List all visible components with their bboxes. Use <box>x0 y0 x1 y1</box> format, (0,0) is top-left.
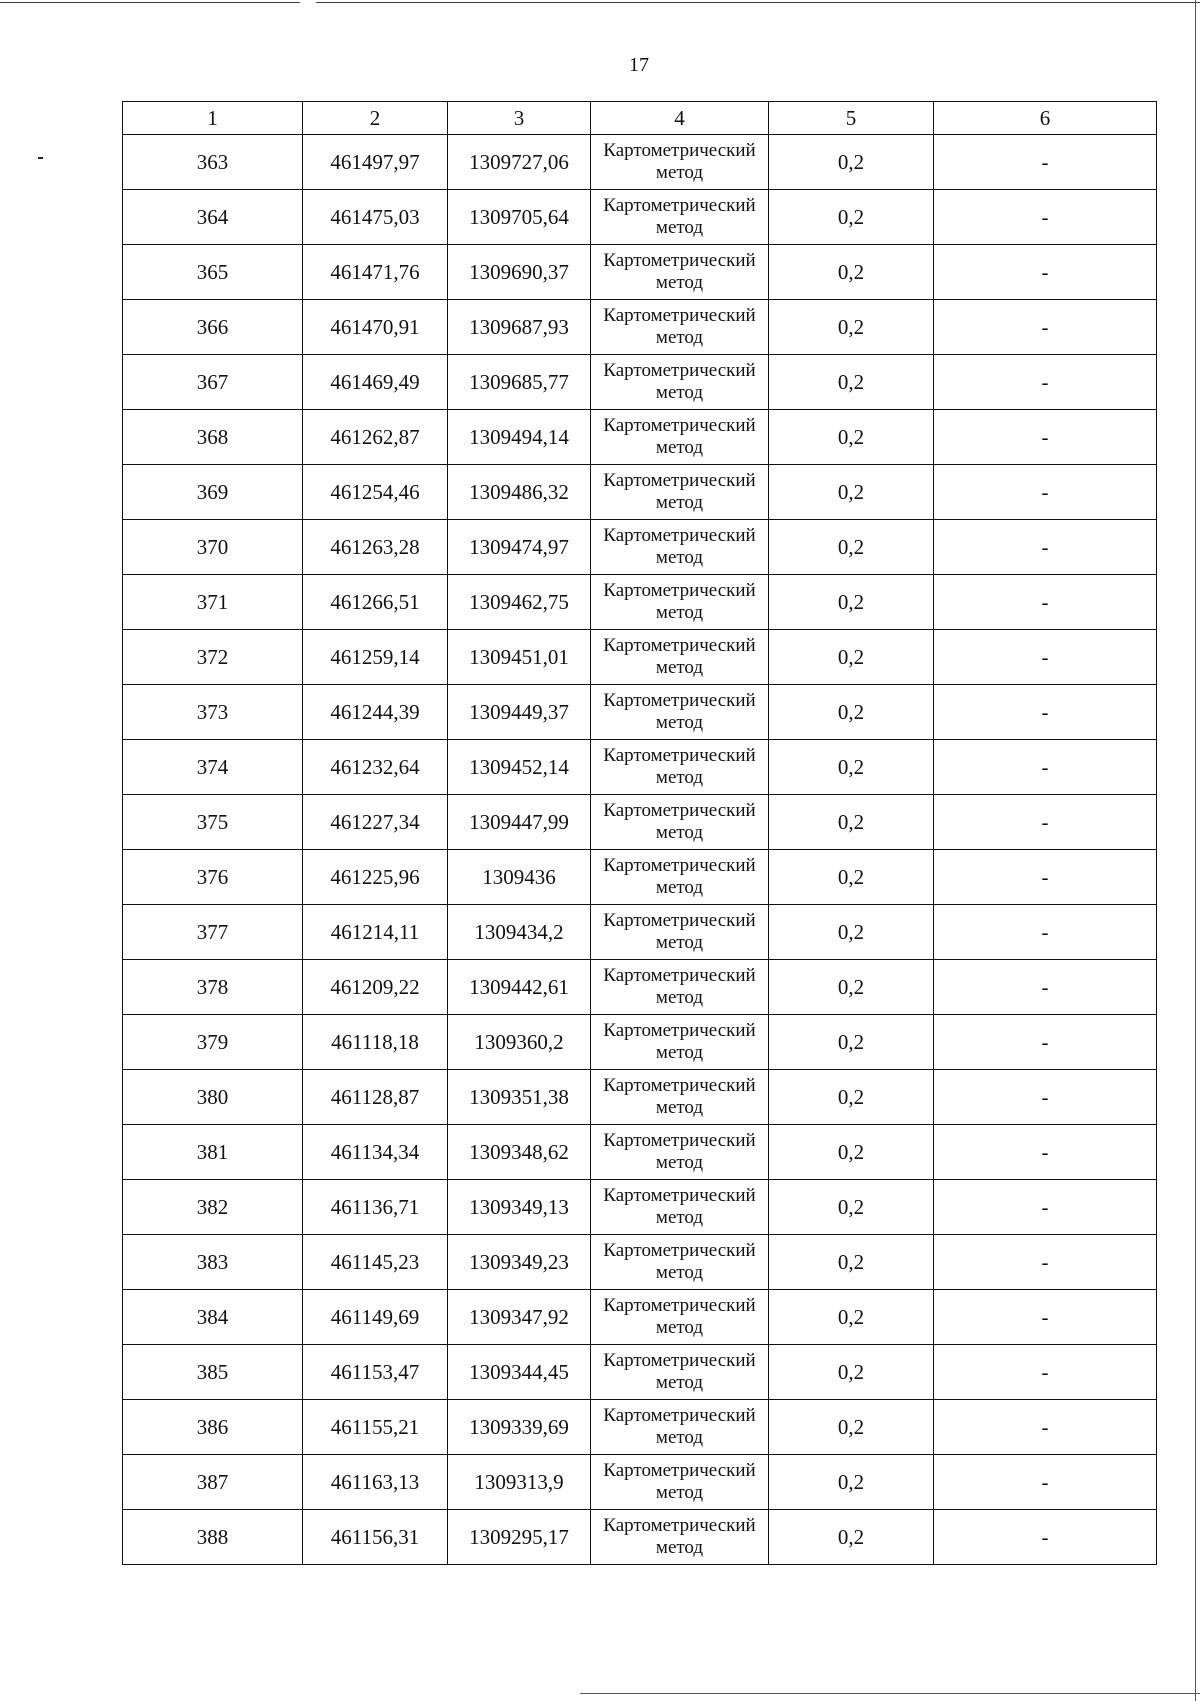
note-cell: - <box>934 685 1157 740</box>
method-text-line2: метод <box>655 1042 704 1063</box>
note-cell: - <box>934 1070 1157 1125</box>
note-cell: - <box>934 630 1157 685</box>
method-cell <box>591 850 769 905</box>
method-text-line1: Картометрический <box>603 745 756 766</box>
method-text-line1: Картометрический <box>603 1295 756 1316</box>
y-coordinate-cell: 1309494,14 <box>448 410 591 465</box>
note-cell: - <box>934 1290 1157 1345</box>
method-text-line2: метод <box>655 987 704 1008</box>
method-cell <box>591 740 769 795</box>
method-cell <box>591 575 769 630</box>
method-cell <box>591 1180 769 1235</box>
accuracy-cell: 0,2 <box>769 1455 934 1510</box>
method-cell <box>591 1290 769 1345</box>
method-cell <box>591 520 769 575</box>
table-row <box>123 465 1157 520</box>
method-cell <box>591 1125 769 1180</box>
table-row <box>123 795 1157 850</box>
note-cell: - <box>934 300 1157 355</box>
point-number-cell: 388 <box>123 1510 303 1565</box>
method-cell <box>591 300 769 355</box>
coordinates-table <box>122 101 1157 1565</box>
method-text-line2: метод <box>655 712 704 733</box>
accuracy-cell: 0,2 <box>769 1400 934 1455</box>
x-coordinate-cell: 461263,28 <box>303 520 448 575</box>
method-text-line2: метод <box>655 437 704 458</box>
accuracy-cell: 0,2 <box>769 520 934 575</box>
method-cell <box>591 465 769 520</box>
point-number-cell: 378 <box>123 960 303 1015</box>
method-text-line2: метод <box>655 1372 704 1393</box>
y-coordinate-cell: 1309705,64 <box>448 190 591 245</box>
method-text-line2: метод <box>655 1482 704 1503</box>
method-text-line1: Картометрический <box>603 965 756 986</box>
point-number-cell: 382 <box>123 1180 303 1235</box>
point-number-cell: 387 <box>123 1455 303 1510</box>
y-coordinate-cell: 1309690,37 <box>448 245 591 300</box>
method-text-line2: метод <box>655 657 704 678</box>
note-cell: - <box>934 520 1157 575</box>
y-coordinate-cell: 1309349,23 <box>448 1235 591 1290</box>
x-coordinate-cell: 461155,21 <box>303 1400 448 1455</box>
table-row <box>123 1400 1157 1455</box>
accuracy-cell: 0,2 <box>769 300 934 355</box>
method-text-line1: Картометрический <box>603 1075 756 1096</box>
note-cell: - <box>934 1125 1157 1180</box>
method-cell <box>591 1235 769 1290</box>
y-coordinate-cell: 1309447,99 <box>448 795 591 850</box>
accuracy-cell: 0,2 <box>769 1015 934 1070</box>
accuracy-cell: 0,2 <box>769 190 934 245</box>
accuracy-cell: 0,2 <box>769 740 934 795</box>
right-border-line <box>1195 0 1196 1701</box>
note-cell: - <box>934 740 1157 795</box>
method-cell <box>591 905 769 960</box>
x-coordinate-cell: 461128,87 <box>303 1070 448 1125</box>
method-cell <box>591 685 769 740</box>
note-cell: - <box>934 1455 1157 1510</box>
note-cell: - <box>934 245 1157 300</box>
point-number-cell: 373 <box>123 685 303 740</box>
y-coordinate-cell: 1309436 <box>448 850 591 905</box>
method-text-line1: Картометрический <box>603 1020 756 1041</box>
x-coordinate-cell: 461118,18 <box>303 1015 448 1070</box>
accuracy-cell: 0,2 <box>769 355 934 410</box>
table-row <box>123 1180 1157 1235</box>
y-coordinate-cell: 1309360,2 <box>448 1015 591 1070</box>
method-text-line1: Картометрический <box>603 1515 756 1536</box>
note-cell: - <box>934 960 1157 1015</box>
method-text-line1: Картометрический <box>603 195 756 216</box>
x-coordinate-cell: 461153,47 <box>303 1345 448 1400</box>
x-coordinate-cell: 461470,91 <box>303 300 448 355</box>
point-number-cell: 376 <box>123 850 303 905</box>
table-row <box>123 685 1157 740</box>
method-text-line2: метод <box>655 1262 704 1283</box>
y-coordinate-cell: 1309442,61 <box>448 960 591 1015</box>
column-header-1: 1 <box>123 102 303 135</box>
method-text-line1: Картометрический <box>603 140 756 161</box>
method-text-line2: метод <box>655 767 704 788</box>
method-text-line2: метод <box>655 877 704 898</box>
method-text-line2: метод <box>655 327 704 348</box>
method-cell <box>591 630 769 685</box>
point-number-cell: 374 <box>123 740 303 795</box>
point-number-cell: 363 <box>123 135 303 190</box>
column-header-3: 3 <box>448 102 591 135</box>
point-number-cell: 370 <box>123 520 303 575</box>
method-cell <box>591 795 769 850</box>
accuracy-cell: 0,2 <box>769 1125 934 1180</box>
method-text-line1: Картометрический <box>603 1240 756 1261</box>
method-text-line2: метод <box>655 1427 704 1448</box>
table-row <box>123 355 1157 410</box>
table-row <box>123 575 1157 630</box>
x-coordinate-cell: 461262,87 <box>303 410 448 465</box>
accuracy-cell: 0,2 <box>769 905 934 960</box>
scan-speck <box>38 157 43 159</box>
table-row <box>123 520 1157 575</box>
method-text-line1: Картометрический <box>603 1130 756 1151</box>
x-coordinate-cell: 461475,03 <box>303 190 448 245</box>
accuracy-cell: 0,2 <box>769 575 934 630</box>
method-text-line1: Картометрический <box>603 1405 756 1426</box>
y-coordinate-cell: 1309486,32 <box>448 465 591 520</box>
y-coordinate-cell: 1309295,17 <box>448 1510 591 1565</box>
method-cell <box>591 1455 769 1510</box>
table-row <box>123 960 1157 1015</box>
method-text-line2: метод <box>655 822 704 843</box>
x-coordinate-cell: 461227,34 <box>303 795 448 850</box>
table-row <box>123 1510 1157 1565</box>
method-cell <box>591 245 769 300</box>
accuracy-cell: 0,2 <box>769 1180 934 1235</box>
point-number-cell: 377 <box>123 905 303 960</box>
point-number-cell: 365 <box>123 245 303 300</box>
point-number-cell: 384 <box>123 1290 303 1345</box>
x-coordinate-cell: 461244,39 <box>303 685 448 740</box>
method-text-line1: Картометрический <box>603 690 756 711</box>
table-row <box>123 740 1157 795</box>
accuracy-cell: 0,2 <box>769 795 934 850</box>
method-text-line2: метод <box>655 602 704 623</box>
point-number-cell: 372 <box>123 630 303 685</box>
x-coordinate-cell: 461214,11 <box>303 905 448 960</box>
x-coordinate-cell: 461232,64 <box>303 740 448 795</box>
note-cell: - <box>934 410 1157 465</box>
accuracy-cell: 0,2 <box>769 1345 934 1400</box>
method-cell <box>591 190 769 245</box>
x-coordinate-cell: 461149,69 <box>303 1290 448 1345</box>
y-coordinate-cell: 1309434,2 <box>448 905 591 960</box>
y-coordinate-cell: 1309685,77 <box>448 355 591 410</box>
x-coordinate-cell: 461254,46 <box>303 465 448 520</box>
note-cell: - <box>934 575 1157 630</box>
accuracy-cell: 0,2 <box>769 1290 934 1345</box>
note-cell: - <box>934 795 1157 850</box>
method-text-line2: метод <box>655 162 704 183</box>
method-text-line1: Картометрический <box>603 305 756 326</box>
table-row <box>123 245 1157 300</box>
table-row <box>123 850 1157 905</box>
note-cell: - <box>934 465 1157 520</box>
note-cell: - <box>934 1015 1157 1070</box>
method-text-line1: Картометрический <box>603 250 756 271</box>
method-cell <box>591 410 769 465</box>
method-text-line2: метод <box>655 1097 704 1118</box>
x-coordinate-cell: 461225,96 <box>303 850 448 905</box>
x-coordinate-cell: 461145,23 <box>303 1235 448 1290</box>
point-number-cell: 367 <box>123 355 303 410</box>
x-coordinate-cell: 461134,34 <box>303 1125 448 1180</box>
method-text-line2: метод <box>655 272 704 293</box>
y-coordinate-cell: 1309339,69 <box>448 1400 591 1455</box>
bottom-border-line <box>580 1693 1200 1694</box>
point-number-cell: 375 <box>123 795 303 850</box>
accuracy-cell: 0,2 <box>769 1235 934 1290</box>
y-coordinate-cell: 1309687,93 <box>448 300 591 355</box>
y-coordinate-cell: 1309462,75 <box>448 575 591 630</box>
point-number-cell: 385 <box>123 1345 303 1400</box>
accuracy-cell: 0,2 <box>769 1510 934 1565</box>
note-cell: - <box>934 1235 1157 1290</box>
table-row <box>123 1345 1157 1400</box>
point-number-cell: 371 <box>123 575 303 630</box>
method-cell <box>591 135 769 190</box>
accuracy-cell: 0,2 <box>769 245 934 300</box>
accuracy-cell: 0,2 <box>769 960 934 1015</box>
method-text-line1: Картометрический <box>603 1460 756 1481</box>
table-row <box>123 1455 1157 1510</box>
accuracy-cell: 0,2 <box>769 465 934 520</box>
point-number-cell: 383 <box>123 1235 303 1290</box>
top-border-line <box>0 2 1200 3</box>
method-text-line1: Картометрический <box>603 635 756 656</box>
table-header-row <box>123 102 1157 135</box>
method-text-line1: Картометрический <box>603 525 756 546</box>
method-text-line1: Картометрический <box>603 360 756 381</box>
method-text-line2: метод <box>655 1152 704 1173</box>
method-text-line1: Картометрический <box>603 910 756 931</box>
x-coordinate-cell: 461471,76 <box>303 245 448 300</box>
page-number: 17 <box>629 54 649 76</box>
method-cell <box>591 1510 769 1565</box>
method-text-line2: метод <box>655 932 704 953</box>
accuracy-cell: 0,2 <box>769 410 934 465</box>
y-coordinate-cell: 1309348,62 <box>448 1125 591 1180</box>
method-cell <box>591 960 769 1015</box>
method-text-line1: Картометрический <box>603 800 756 821</box>
x-coordinate-cell: 461156,31 <box>303 1510 448 1565</box>
method-text-line1: Картометрический <box>603 470 756 491</box>
table-row <box>123 300 1157 355</box>
note-cell: - <box>934 1345 1157 1400</box>
x-coordinate-cell: 461266,51 <box>303 575 448 630</box>
column-header-4: 4 <box>591 102 769 135</box>
table-row <box>123 135 1157 190</box>
method-text-line2: метод <box>655 492 704 513</box>
y-coordinate-cell: 1309347,92 <box>448 1290 591 1345</box>
top-border-gap <box>300 0 316 6</box>
method-text-line1: Картометрический <box>603 415 756 436</box>
method-text-line2: метод <box>655 1207 704 1228</box>
table-row <box>123 1070 1157 1125</box>
x-coordinate-cell: 461469,49 <box>303 355 448 410</box>
method-text-line1: Картометрический <box>603 1185 756 1206</box>
x-coordinate-cell: 461163,13 <box>303 1455 448 1510</box>
note-cell: - <box>934 850 1157 905</box>
table-row <box>123 905 1157 960</box>
column-header-2: 2 <box>303 102 448 135</box>
point-number-cell: 381 <box>123 1125 303 1180</box>
accuracy-cell: 0,2 <box>769 685 934 740</box>
method-cell <box>591 355 769 410</box>
method-text-line2: метод <box>655 382 704 403</box>
table-row <box>123 1015 1157 1070</box>
method-text-line2: метод <box>655 217 704 238</box>
y-coordinate-cell: 1309452,14 <box>448 740 591 795</box>
table-body <box>123 135 1157 1565</box>
y-coordinate-cell: 1309451,01 <box>448 630 591 685</box>
method-text-line1: Картометрический <box>603 855 756 876</box>
method-cell <box>591 1400 769 1455</box>
point-number-cell: 369 <box>123 465 303 520</box>
y-coordinate-cell: 1309344,45 <box>448 1345 591 1400</box>
method-text-line2: метод <box>655 547 704 568</box>
y-coordinate-cell: 1309449,37 <box>448 685 591 740</box>
method-cell <box>591 1070 769 1125</box>
note-cell: - <box>934 1180 1157 1235</box>
point-number-cell: 386 <box>123 1400 303 1455</box>
x-coordinate-cell: 461209,22 <box>303 960 448 1015</box>
column-header-6: 6 <box>934 102 1157 135</box>
x-coordinate-cell: 461136,71 <box>303 1180 448 1235</box>
y-coordinate-cell: 1309349,13 <box>448 1180 591 1235</box>
accuracy-cell: 0,2 <box>769 850 934 905</box>
table-row <box>123 190 1157 245</box>
column-header-5: 5 <box>769 102 934 135</box>
point-number-cell: 364 <box>123 190 303 245</box>
method-text-line2: метод <box>655 1537 704 1558</box>
y-coordinate-cell: 1309351,38 <box>448 1070 591 1125</box>
x-coordinate-cell: 461259,14 <box>303 630 448 685</box>
note-cell: - <box>934 135 1157 190</box>
point-number-cell: 379 <box>123 1015 303 1070</box>
accuracy-cell: 0,2 <box>769 630 934 685</box>
table-row <box>123 1125 1157 1180</box>
point-number-cell: 368 <box>123 410 303 465</box>
method-cell <box>591 1345 769 1400</box>
table-row <box>123 630 1157 685</box>
point-number-cell: 380 <box>123 1070 303 1125</box>
y-coordinate-cell: 1309474,97 <box>448 520 591 575</box>
table-row <box>123 1290 1157 1345</box>
method-text-line1: Картометрический <box>603 580 756 601</box>
x-coordinate-cell: 461497,97 <box>303 135 448 190</box>
note-cell: - <box>934 1400 1157 1455</box>
y-coordinate-cell: 1309727,06 <box>448 135 591 190</box>
table-row <box>123 410 1157 465</box>
method-text-line2: метод <box>655 1317 704 1338</box>
method-text-line1: Картометрический <box>603 1350 756 1371</box>
note-cell: - <box>934 1510 1157 1565</box>
note-cell: - <box>934 190 1157 245</box>
accuracy-cell: 0,2 <box>769 1070 934 1125</box>
note-cell: - <box>934 905 1157 960</box>
y-coordinate-cell: 1309313,9 <box>448 1455 591 1510</box>
method-cell <box>591 1015 769 1070</box>
table-row <box>123 1235 1157 1290</box>
accuracy-cell: 0,2 <box>769 135 934 190</box>
point-number-cell: 366 <box>123 300 303 355</box>
note-cell: - <box>934 355 1157 410</box>
